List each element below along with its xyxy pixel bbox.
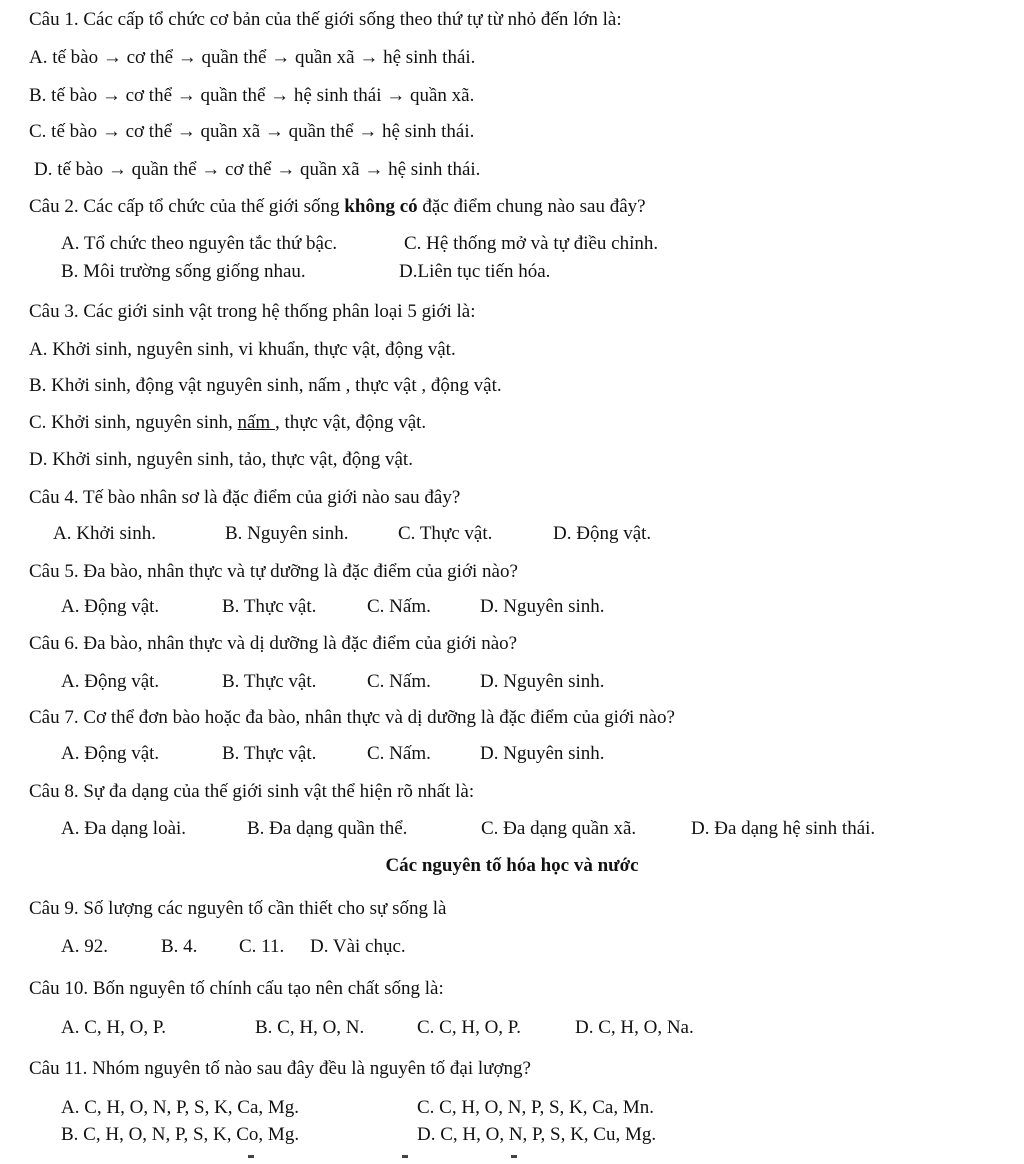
q9-stem: Câu 9. Số lượng các nguyên tố cần thiết cho sự sống là: [29, 898, 447, 919]
q1-option-b: B. tế bào → cơ thể → quần thể → hệ sinh thái → quần xã.: [29, 85, 475, 106]
q4-option-d: D. Động vật.: [553, 523, 652, 544]
q5-option-d: D. Nguyên sinh.: [480, 596, 605, 617]
q10-option-b: B. C, H, O, N.: [255, 1017, 365, 1038]
cutoff-mark: [402, 1155, 408, 1158]
q9-option-b: B. 4.: [161, 936, 198, 957]
q2-option-a: A. Tổ chức theo nguyên tắc thứ bậc.: [61, 233, 338, 254]
q11-option-d: D. C, H, O, N, P, S, K, Cu, Mg.: [417, 1124, 657, 1145]
q7-stem: Câu 7. Cơ thể đơn bào hoặc đa bào, nhân thực và dị dưỡng là đặc điểm của giới nào?: [29, 707, 675, 728]
q3-option-c-underlined: nấm: [237, 412, 275, 433]
q1-option-d: D. tế bào → quần thể → cơ thể → quần xã → hệ sinh thái.: [34, 159, 481, 180]
q2-stem-post: đặc điểm chung nào sau đây?: [417, 196, 646, 217]
q2-stem: [29, 196, 646, 219]
q8-option-c: C. Đa dạng quần xã.: [481, 818, 637, 839]
q10-option-a: A. C, H, O, P.: [61, 1017, 167, 1038]
q6-option-d: D. Nguyên sinh.: [480, 671, 605, 692]
q7-option-d: D. Nguyên sinh.: [480, 743, 605, 764]
q2-stem-pre: Câu 2. Các cấp tổ chức của thế giới sống: [29, 196, 345, 217]
q5-option-c: C. Nấm.: [367, 596, 431, 617]
q4-stem: Câu 4. Tế bào nhân sơ là đặc điểm của giới nào sau đây?: [29, 487, 461, 508]
q3-option-b: B. Khởi sinh, động vật nguyên sinh, nấm , thực vật , động vật.: [29, 375, 502, 396]
section-heading-text: Các nguyên tố hóa học và nước: [385, 855, 639, 876]
q5-stem: Câu 5. Đa bào, nhân thực và tự dưỡng là đặc điểm của giới nào?: [29, 561, 518, 582]
section-heading: [0, 855, 1024, 878]
q5-option-b: B. Thực vật.: [222, 596, 317, 617]
q4-option-a: A. Khởi sinh.: [53, 523, 156, 544]
q7-option-b: B. Thực vật.: [222, 743, 317, 764]
q8-stem: Câu 8. Sự đa dạng của thế giới sinh vật thể hiện rõ nhất là:: [29, 781, 475, 802]
q10-option-d: D. C, H, O, Na.: [575, 1017, 694, 1038]
q4-option-b: B. Nguyên sinh.: [225, 523, 349, 544]
q11-stem: Câu 11. Nhóm nguyên tố nào sau đây đều là nguyên tố đại lượng?: [29, 1058, 531, 1079]
q1-option-a: A. tế bào → cơ thể → quần thể → quần xã → hệ sinh thái.: [29, 47, 476, 68]
q6-option-b: B. Thực vật.: [222, 671, 317, 692]
q3-option-c-post: , thực vật, động vật.: [274, 412, 427, 433]
q8-option-a: A. Đa dạng loài.: [61, 818, 187, 839]
q11-option-b: B. C, H, O, N, P, S, K, Co, Mg.: [61, 1124, 300, 1145]
q10-stem: Câu 10. Bốn nguyên tố chính cấu tạo nên chất sống là:: [29, 978, 444, 999]
q10-option-c: C. C, H, O, P.: [417, 1017, 521, 1038]
q7-option-a: A. Động vật.: [61, 743, 160, 764]
q11-option-c: C. C, H, O, N, P, S, K, Ca, Mn.: [417, 1097, 655, 1118]
q3-option-a: A. Khởi sinh, nguyên sinh, vi khuẩn, thực vật, động vật.: [29, 339, 456, 360]
q2-option-b: B. Môi trường sống giống nhau.: [61, 261, 306, 282]
q5-option-a: A. Động vật.: [61, 596, 160, 617]
q3-stem: Câu 3. Các giới sinh vật trong hệ thống phân loại 5 giới là:: [29, 301, 476, 322]
q3-option-c: [29, 412, 426, 435]
q7-option-c: C. Nấm.: [367, 743, 431, 764]
q9-option-a: A. 92.: [61, 936, 108, 957]
cutoff-mark: [248, 1155, 254, 1158]
q2-stem-bold: không có: [344, 196, 418, 217]
q2-option-d: D.Liên tục tiến hóa.: [399, 261, 551, 282]
q3-option-d: D. Khởi sinh, nguyên sinh, tảo, thực vật, động vật.: [29, 449, 413, 470]
cutoff-mark: [511, 1155, 517, 1158]
q6-option-a: A. Động vật.: [61, 671, 160, 692]
q11-option-a: A. C, H, O, N, P, S, K, Ca, Mg.: [61, 1097, 300, 1118]
q8-option-b: B. Đa dạng quần thể.: [247, 818, 408, 839]
q1-option-c: C. tế bào → cơ thể → quần xã → quần thể → hệ sinh thái.: [29, 121, 475, 142]
q4-option-c: C. Thực vật.: [398, 523, 493, 544]
q1-stem: Câu 1. Các cấp tổ chức cơ bản của thế giới sống theo thứ tự từ nhỏ đến lớn là:: [29, 9, 622, 30]
q6-stem: Câu 6. Đa bào, nhân thực và dị dưỡng là đặc điểm của giới nào?: [29, 633, 518, 654]
q3-option-c-pre: C. Khởi sinh, nguyên sinh,: [29, 412, 238, 433]
q8-option-d: D. Đa dạng hệ sinh thái.: [691, 818, 876, 839]
q9-option-c: C. 11.: [239, 936, 285, 957]
q9-option-d: D. Vài chục.: [310, 936, 406, 957]
q2-option-c: C. Hệ thống mở và tự điều chỉnh.: [404, 233, 659, 254]
q6-option-c: C. Nấm.: [367, 671, 431, 692]
